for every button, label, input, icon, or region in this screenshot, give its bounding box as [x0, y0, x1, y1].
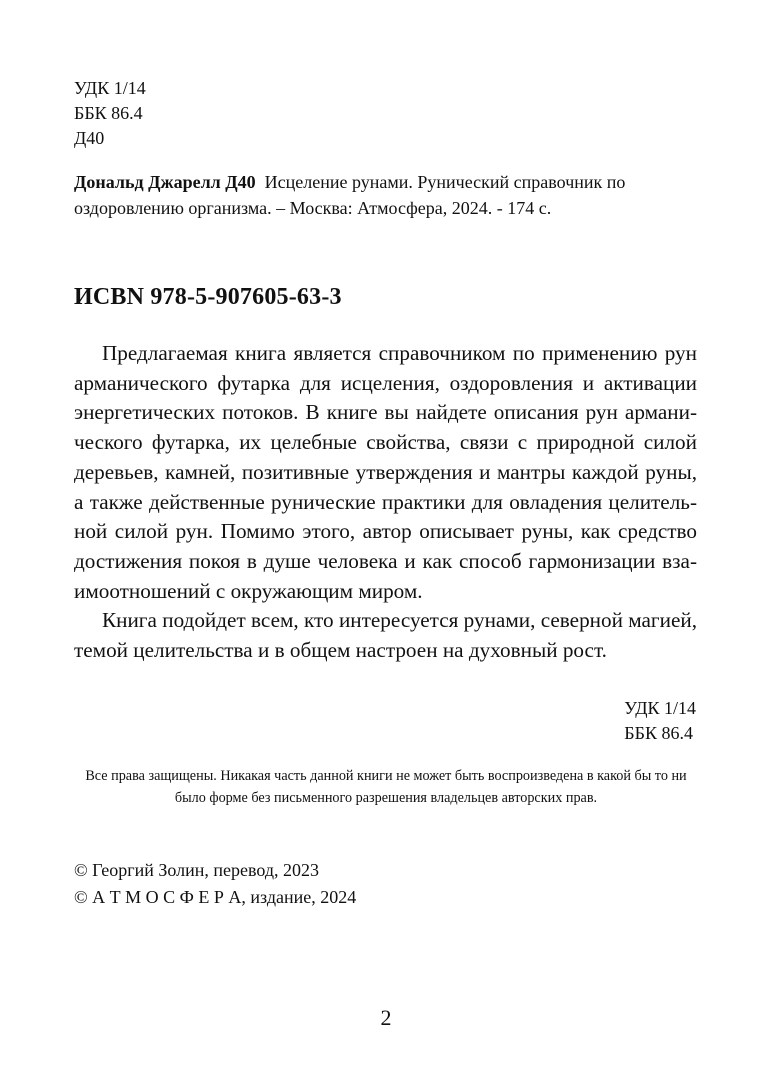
- udk-code: УДК 1/14: [624, 698, 696, 718]
- author-heading: Дональд Джарелл Д40: [74, 172, 256, 192]
- bbk-code: ББК 86.4: [74, 103, 143, 123]
- udk-code: УДК 1/14: [74, 78, 146, 98]
- book-abstract: [74, 339, 697, 666]
- copyright-block: [74, 857, 356, 911]
- page-number: 2: [380, 1005, 392, 1030]
- isbn-number: ИСBN 978-5-907605-63-3: [74, 284, 342, 310]
- bibliographic-record: [74, 169, 714, 221]
- classification-codes-top: [74, 76, 146, 151]
- bibliographic-text: Исцеление рунами. Рунический справочник по оздоровлению организма. – Москва: Атмосфера, 2024. - 174 с.: [74, 172, 626, 218]
- abstract-paragraph: Книга подойдет всем, кто интересуется рунами, северной магией, темой целительства и в общем настроен на духовный рост.: [74, 608, 697, 663]
- abstract-paragraph: Предлагаемая книга является справочником по применению рун арманического футарка для исцеления, оздоровления и активации энергетических потоков. В книге вы найдете описания рун арманического футарка, их целебные свойства, связи с природной силой деревьев, камней, позитивные утверждения и мантры каждой руны, а также действенные рунические практики для овладения целительной силой рун. Помимо этого, автор описывает руны, как средство достижения покоя в душе человека и как способ гармонизации взаимоотношений с окружающим миром.: [74, 341, 697, 603]
- bbk-code: ББК 86.4: [624, 723, 693, 743]
- copyright-translation: © Георгий Золин, перевод, 2023: [74, 860, 320, 880]
- copyright-edition: © А Т М О С Ф Е Р А, издание, 2024: [74, 887, 357, 907]
- rights-notice: Все права защищены. Никакая часть данной книги не может быть воспроизведена в какой бы то ни было форме без письменного разрешения владельцев авторских прав.: [85, 768, 687, 806]
- author-mark: Д40: [74, 128, 105, 148]
- classification-codes-bottom: [624, 696, 696, 746]
